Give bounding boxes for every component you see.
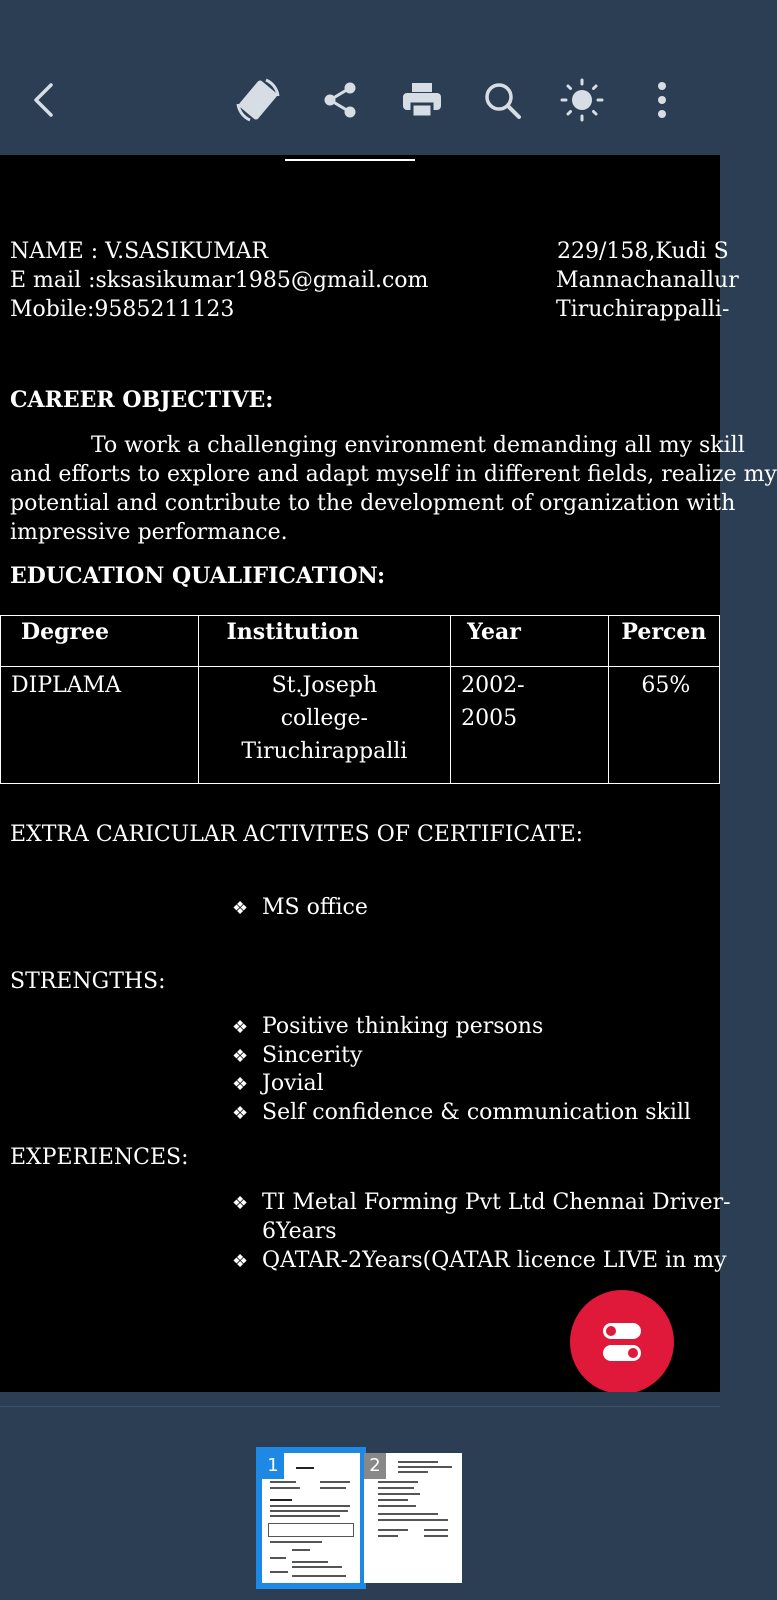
brightness-icon[interactable] <box>556 74 608 126</box>
more-icon[interactable] <box>636 74 688 126</box>
mobile-line: Mobile:9585211123 <box>10 297 235 322</box>
address-line-2: Mannachanallur <box>556 268 739 293</box>
header-percent: Percen <box>621 619 707 645</box>
address-line-1: 229/158,Kudi S <box>557 239 729 264</box>
document-page[interactable] <box>0 155 777 1392</box>
list-item: ❖ QATAR-2Years(QATAR licence LIVE in my <box>232 1246 727 1276</box>
experiences-title: EXPERIENCES: <box>10 1145 189 1170</box>
header-institution: Institution <box>226 619 360 645</box>
cell-institution-line: college- <box>280 706 368 731</box>
list-item: ❖ Self confidence & communication skill <box>232 1098 691 1128</box>
header-degree: Degree <box>21 619 110 645</box>
extra-title: EXTRA CARICULAR ACTIVITES OF CERTIFICATE: <box>10 822 584 847</box>
email-line: E mail :sksasikumar1985@gmail.com <box>10 268 429 293</box>
table-header-row <box>1 616 720 667</box>
list-item: ❖ MS office <box>232 893 368 923</box>
page-gap <box>0 1406 720 1439</box>
career-objective-line: potential and contribute to the development of organization with <box>10 491 736 516</box>
address-line-3: Tiruchirappalli- <box>556 297 730 322</box>
bullet-icon: ❖ <box>232 1251 249 1272</box>
name-line: NAME : V.SASIKUMAR <box>10 239 269 264</box>
list-item: ❖ Positive thinking persons <box>232 1012 543 1042</box>
cell-year-line: 2002- <box>461 673 525 698</box>
back-icon[interactable] <box>18 74 70 126</box>
cell-degree: DIPLAMA <box>11 673 122 698</box>
rotate-icon[interactable] <box>232 74 284 126</box>
career-objective-title: CAREER OBJECTIVE: <box>10 387 274 413</box>
thumbnail-number: 2 <box>364 1453 386 1479</box>
toggle-fab-button[interactable] <box>570 1290 674 1394</box>
list-item: ❖ Sincerity <box>232 1041 362 1071</box>
bullet-icon: ❖ <box>232 1193 249 1214</box>
strengths-title: STRENGTHS: <box>10 969 166 994</box>
table-row <box>1 667 720 784</box>
bullet-icon: ❖ <box>232 1074 249 1095</box>
header-year: Year <box>467 619 521 645</box>
page-thumbnail-2[interactable] <box>364 1453 462 1583</box>
bullet-icon: ❖ <box>232 1046 249 1067</box>
education-table <box>0 615 720 784</box>
share-icon[interactable] <box>314 74 366 126</box>
thumbnail-number: 1 <box>262 1453 284 1479</box>
list-item: ❖ TI Metal Forming Pvt Ltd Chennai Driver- <box>232 1188 731 1218</box>
toggle-icon <box>599 1319 645 1365</box>
list-item-continuation: 6Years <box>262 1219 337 1244</box>
cell-year-line: 2005 <box>461 706 518 731</box>
thumbnail-bar <box>0 1438 720 1600</box>
bullet-icon: ❖ <box>232 1017 249 1038</box>
page-thumbnail-1[interactable] <box>262 1453 360 1583</box>
cell-institution-line: Tiruchirappalli <box>241 739 408 764</box>
education-title: EDUCATION QUALIFICATION: <box>10 563 386 589</box>
list-item: ❖ Jovial <box>232 1069 324 1099</box>
search-icon[interactable] <box>476 74 528 126</box>
bullet-icon: ❖ <box>232 1103 249 1124</box>
career-objective-line: impressive performance. <box>10 520 288 545</box>
career-objective-line: and efforts to explore and adapt myself in different fields, realize my <box>10 462 777 487</box>
top-toolbar <box>0 0 720 155</box>
print-icon[interactable] <box>396 74 448 126</box>
page-separator <box>0 1392 720 1406</box>
cell-percent: 65% <box>641 673 691 698</box>
bullet-icon: ❖ <box>232 898 249 919</box>
resume-heading-underline <box>285 155 415 161</box>
cell-institution-line: St.Joseph <box>271 673 378 698</box>
career-objective-line: To work a challenging environment demanding all my skill <box>91 433 745 458</box>
